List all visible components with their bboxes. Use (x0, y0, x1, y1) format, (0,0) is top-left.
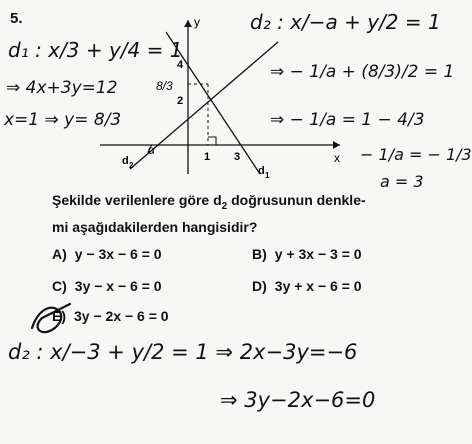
line-d1-label: d (258, 165, 265, 177)
angle-label: α (148, 143, 155, 157)
hand-d2-step4: a = 3 (380, 172, 424, 191)
right-angle-marker (208, 137, 216, 145)
hand-d2-equation: d₂ : x/−a + y/2 = 1 (250, 10, 441, 34)
option-b[interactable] (252, 246, 362, 262)
question-text-sub: 2 (221, 200, 228, 212)
option-e-label: E) (52, 308, 66, 324)
hand-d1-equation: d₁ : x/3 + y/4 = 1 (8, 38, 183, 62)
option-c[interactable] (52, 278, 162, 294)
x-axis-arrow (333, 141, 340, 149)
question-text-line1: Şekilde verilenlere göre d (52, 192, 222, 208)
hand-bottom-result: ⇒ 3y−2x−6=0 (220, 388, 376, 412)
option-d[interactable] (252, 278, 362, 294)
tick-x-3: 3 (234, 151, 241, 163)
answer-mark (28, 300, 78, 340)
hand-d2-step3: − 1/a = − 1/3 (360, 145, 472, 164)
y-axis-label: y (194, 15, 200, 29)
option-a[interactable] (52, 246, 162, 262)
hand-step1: ⇒ 4x+3y=12 (6, 78, 118, 98)
question-text-tail: doğrusunun denkle- (227, 192, 366, 208)
y-axis-arrow (184, 20, 192, 27)
option-a-label: A) (52, 246, 67, 262)
x-axis-label: x (334, 151, 340, 165)
question-text (52, 190, 452, 237)
tick-x-1: 1 (204, 151, 211, 163)
option-a-text: y − 3x − 6 = 0 (74, 246, 162, 262)
question-text-line2: mi aşağıdakilerden hangisidir? (52, 218, 258, 235)
hand-step2: x=1 ⇒ y= 8/3 (4, 110, 122, 130)
tick-y-4: 4 (177, 59, 184, 71)
tick-y-8-3: 8/3 (156, 79, 173, 93)
hand-d2-step2: ⇒ − 1/a = 1 − 4/3 (270, 110, 425, 130)
line-d1-sub: 1 (265, 171, 270, 179)
option-b-label: B) (252, 246, 267, 262)
option-d-text: 3y + x − 6 = 0 (274, 278, 362, 294)
question-number: 5. (10, 10, 23, 27)
option-c-text: 3y − x − 6 = 0 (74, 278, 162, 294)
option-b-text: y + 3x − 3 = 0 (274, 246, 362, 262)
hand-bottom-equation: d₂ : x/−3 + y/2 = 1 ⇒ 2x−3y=−6 (8, 340, 358, 364)
line-d2-sub: 2 (129, 161, 134, 170)
line-d2-label: d (122, 155, 129, 167)
hand-d2-step1: ⇒ − 1/a + (8/3)/2 = 1 (270, 62, 455, 82)
option-c-label: C) (52, 278, 67, 294)
option-e-text: 3y − 2x − 6 = 0 (74, 308, 169, 324)
tick-y-2: 2 (177, 95, 184, 107)
option-d-label: D) (252, 278, 267, 294)
